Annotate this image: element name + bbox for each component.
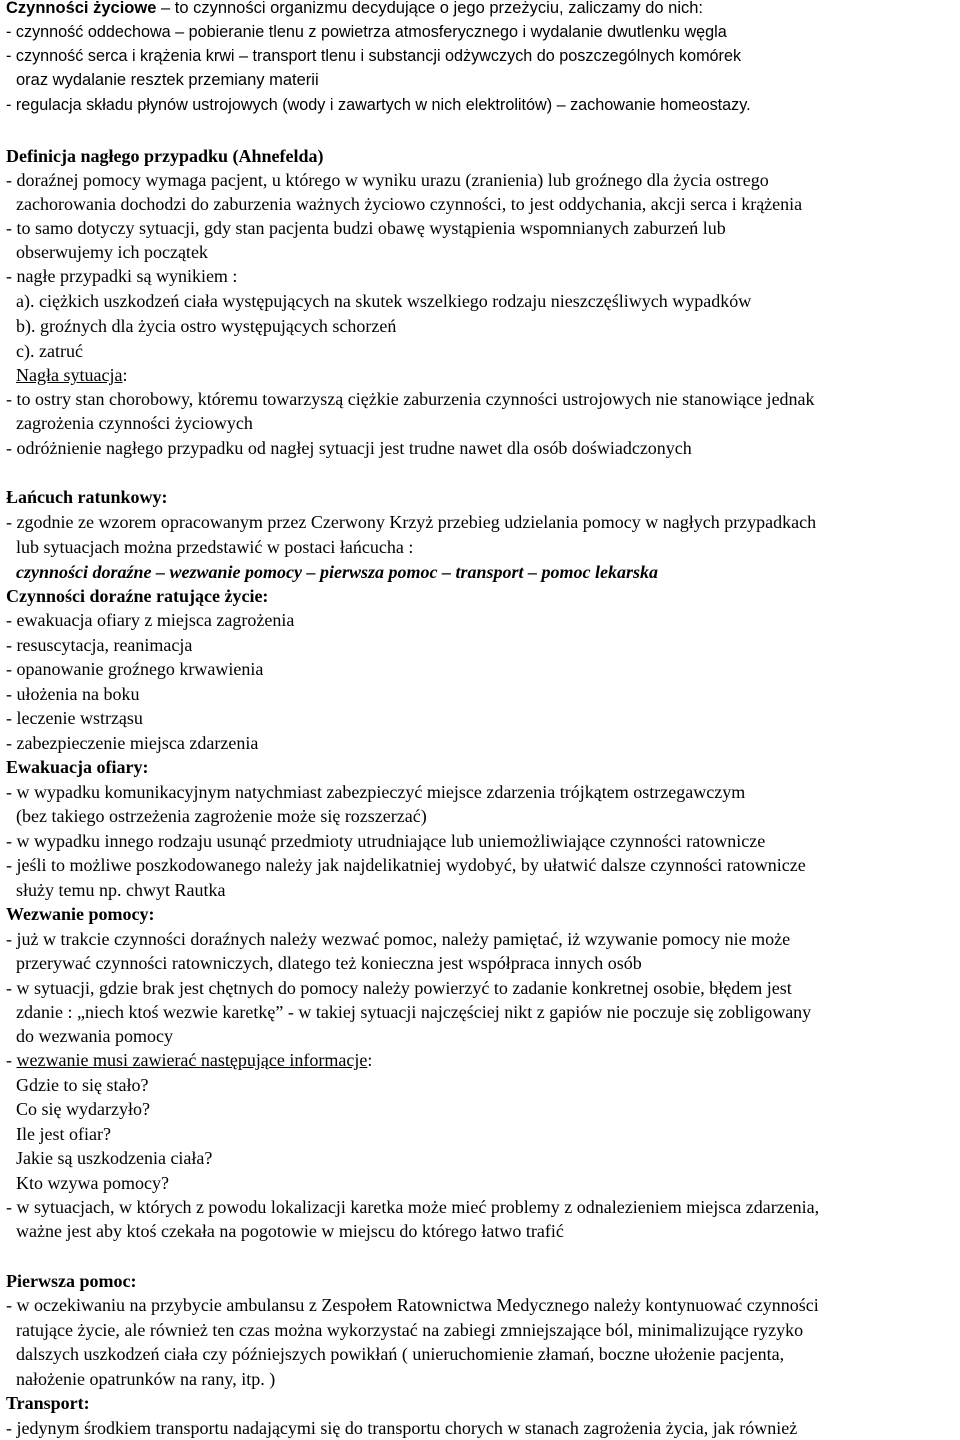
evacuation-line: (bez takiego ostrzeżenia zagrożenie może się rozszerzać)	[16, 806, 427, 826]
rescue-chain-line: - zgodnie ze wzorem opracowanym przez Czerwony Krzyż przebieg udzielania pomocy w nagłych przypadkach	[6, 512, 817, 532]
emergency-def-line: - doraźnej pomocy wymaga pacjent, u którego w wyniku urazu (zranienia) lub groźnego dla życia ostrego	[6, 170, 769, 190]
first-aid-line: nałożenie opatrunków na rany, itp. )	[16, 1369, 276, 1389]
evacuation-line: służy temu np. chwyt Rautka	[16, 880, 226, 900]
evacuation-line: - jeśli to możliwe poszkodowanego należy jak najdelikatniej wydobyć, by ułatwić dalsze czynności ratownicze	[6, 855, 806, 875]
calling-help-line: - w sytuacjach, w których z powodu lokalizacji karetka może mieć problemy z odnalezieniem miejsca zdarzenia,	[6, 1197, 820, 1217]
heading-emergency-definition: Definicja nagłego przypadku (Ahnefelda)	[6, 146, 324, 166]
first-aid-line: - w oczekiwaniu na przybycie ambulansu z Zespołem Ratownictwa Medycznego należy kontynuować czynności	[6, 1295, 819, 1315]
list-item: - resuscytacja, reanimacja	[6, 635, 193, 655]
call-question: Jakie są uszkodzenia ciała?	[16, 1148, 213, 1168]
emergency-def-line: zachorowania dochodzi do zaburzenia ważnych życiowo czynności, to jest oddychania, akcji serca i krążenia	[16, 194, 803, 214]
calling-help-line: - już w trakcie czynności doraźnych należy wezwać pomoc, należy pamiętać, iż wzywanie pomocy nie może	[6, 929, 791, 949]
calling-help-line: zdanie : „niech ktoś wezwie karetkę” - w takiej sytuacji najczęściej nikt z gapiów nie poczuje się zobligowany	[16, 1002, 812, 1022]
heading-colon: :	[122, 365, 128, 385]
list-item: - leczenie wstrząsu	[6, 708, 143, 728]
evacuation-line: - w wypadku innego rodzaju usunąć przedmioty utrudniające lub uniemożliwiające czynności ratownicze	[6, 831, 766, 851]
vital-function-homeostasis: - regulacja składu płynów ustrojowych (wody i zawartych w nich elektrolitów) – zachowanie homeostazy.	[6, 96, 751, 114]
list-item: - zabezpieczenie miejsca zdarzenia	[6, 733, 259, 753]
sudden-situation-line: - to ostry stan chorobowy, któremu towarzyszą ciężkie zaburzenia czynności ustrojowych nie stanowiące jednak	[6, 389, 815, 409]
call-question: Co się wydarzyło?	[16, 1099, 150, 1119]
vital-function-breathing: - czynność oddechowa – pobieranie tlenu z powietrza atmosferycznego i wydalanie dwutlenku węgla	[6, 23, 727, 41]
call-question: Kto wzywa pomocy?	[16, 1173, 169, 1193]
first-aid-line: ratujące życie, ale również ten czas można wykorzystać na zabiegi zmniejszające ból, minimalizujące ryzyko	[16, 1320, 804, 1340]
heading-life-saving-actions: Czynności doraźne ratujące życie:	[6, 586, 269, 606]
heading-sudden-situation: Nagła sytuacja	[16, 365, 123, 385]
heading-first-aid: Pierwsza pomoc:	[6, 1271, 137, 1291]
call-info-requirement	[6, 1048, 372, 1072]
sudden-situation-heading-line	[16, 363, 127, 387]
emergency-cause-a: a). ciężkich uszkodzeń ciała występujących na skutek wszelkiego rodzaju nieszczęśliwych wypadków	[16, 291, 752, 311]
evacuation-line: - w wypadku komunikacyjnym natychmiast zabezpieczyć miejsce zdarzenia trójkątem ostrzegawczym	[6, 782, 746, 802]
calling-help-line: - w sytuacji, gdzie brak jest chętnych do pomocy należy powierzyć to zadanie konkretnej osobie, błędem jest	[6, 978, 792, 998]
emergency-cause-c: c). zatruć	[16, 341, 83, 361]
vital-function-circulation-cont: oraz wydalanie resztek przemiany materii	[16, 71, 319, 89]
calling-help-line: ważne jest aby ktoś czekała na pogotowie w miejscu do którego łatwo trafić	[16, 1221, 564, 1241]
sudden-situation-line: - odróżnienie nagłego przypadku od nagłej sytuacji jest trudne nawet dla osób doświadczonych	[6, 438, 692, 458]
list-dash: -	[6, 1050, 17, 1070]
first-aid-line: dalszych uszkodzeń ciała czy późniejszych powikłań ( unieruchomienie złamań, boczne ułożenie pacjenta,	[16, 1344, 785, 1364]
emergency-def-line: obserwujemy ich początek	[16, 242, 208, 262]
heading-victim-evacuation: Ewakuacja ofiary:	[6, 757, 149, 777]
call-info-requirement-text: wezwanie musi zawierać następujące informacje	[16, 1050, 368, 1070]
list-item: - ewakuacja ofiary z miejsca zagrożenia	[6, 610, 295, 630]
list-item: - opanowanie groźnego krwawienia	[6, 659, 264, 679]
heading-colon: :	[367, 1050, 373, 1070]
section-vital-functions-intro	[6, 0, 703, 20]
calling-help-line: do wezwania pomocy	[16, 1026, 173, 1046]
emergency-def-line: - nagłe przypadki są wynikiem :	[6, 266, 238, 286]
transport-line: - jedynym środkiem transportu nadającymi się do transportu chorych w stanach zagrożenia życia, jak również	[6, 1418, 798, 1438]
call-question: Gdzie to się stało?	[16, 1075, 149, 1095]
call-question: Ile jest ofiar?	[16, 1124, 111, 1144]
vital-function-circulation: - czynność serca i krążenia krwi – transport tlenu i substancji odżywczych do poszczególnych komórek	[6, 47, 742, 65]
vital-functions-definition: – to czynności organizmu decydujące o jego przeżyciu, zaliczamy do nich:	[156, 0, 703, 17]
heading-transport: Transport:	[6, 1393, 90, 1413]
rescue-chain-steps: czynności doraźne – wezwanie pomocy – pierwsza pomoc – transport – pomoc lekarska	[16, 562, 659, 582]
heading-rescue-chain: Łańcuch ratunkowy:	[6, 487, 168, 507]
list-item: - ułożenia na boku	[6, 684, 140, 704]
calling-help-line: przerywać czynności ratowniczych, dlatego też konieczna jest współpraca innych osób	[16, 953, 642, 973]
heading-calling-help: Wezwanie pomocy:	[6, 904, 155, 924]
sudden-situation-line: zagrożenia czynności życiowych	[16, 413, 253, 433]
rescue-chain-line: lub sytuacjach można przedstawić w postaci łańcucha :	[16, 537, 414, 557]
heading-vital-functions: Czynności życiowe	[6, 0, 157, 17]
emergency-def-line: - to samo dotyczy sytuacji, gdy stan pacjenta budzi obawę wystąpienia wspomnianych zaburzeń lub	[6, 218, 726, 238]
emergency-cause-b: b). groźnych dla życia ostro występujących schorzeń	[16, 316, 397, 336]
